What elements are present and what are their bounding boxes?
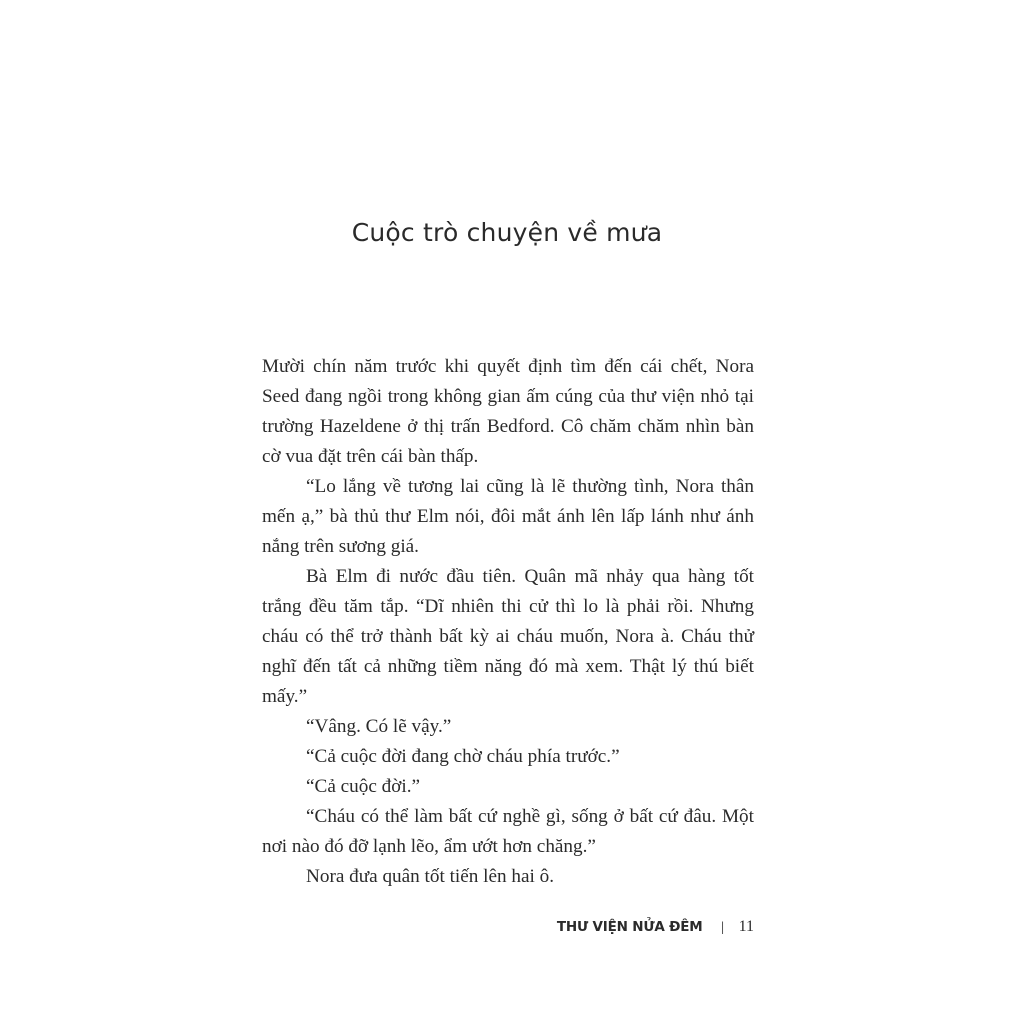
paragraph-6: “Cả cuộc đời.” [306,776,421,797]
paragraph-4: “Vâng. Có lẽ vậy.” [306,716,452,737]
paragraph-2: “Lo lắng về tương lai cũng là lẽ thường tình, Nora thân mến ạ,” bà thủ thư Elm nói, đôi mắt ánh lên lấp lánh như ánh nắng trên sương giá. [262,476,754,557]
paragraph-5: “Cả cuộc đời đang chờ cháu phía trước.” [306,746,620,767]
chapter-title: Cuộc trò chuyện về mưa [351,218,663,247]
paragraph-3: Bà Elm đi nước đầu tiên. Quân mã nhảy qua hàng tốt trắng đều tăm tắp. “Dĩ nhiên thi cử thì lo là phải rồi. Nhưng cháu có thể trở thành bất kỳ ai cháu muốn, Nora à. Cháu thử nghĩ đến tất cả những tiềm năng đó mà xem. Thật lý thú biết mấy.” [262,566,754,707]
paragraph-7: “Cháu có thể làm bất cứ nghề gì, sống ở bất cứ đâu. Một nơi nào đó đỡ lạnh lẽo, ẩm ướt hơn chăng.” [262,806,754,857]
page-number: 11 [738,918,754,935]
paragraph-8: Nora đưa quân tốt tiến lên hai ô. [306,866,555,887]
paragraph-1: Mười chín năm trước khi quyết định tìm đến cái chết, Nora Seed đang ngồi trong không gian ấm cúng của thư viện nhỏ tại trường Hazeldene ở thị trấn Bedford. Cô chăm chăm nhìn bàn cờ vua đặt trên cái bàn thấp. [262,356,754,467]
footer-separator: | [720,920,725,934]
running-head: THƯ VIỆN NỬA ĐÊM [556,919,703,935]
page-footer [262,918,754,936]
body-text [262,352,754,892]
